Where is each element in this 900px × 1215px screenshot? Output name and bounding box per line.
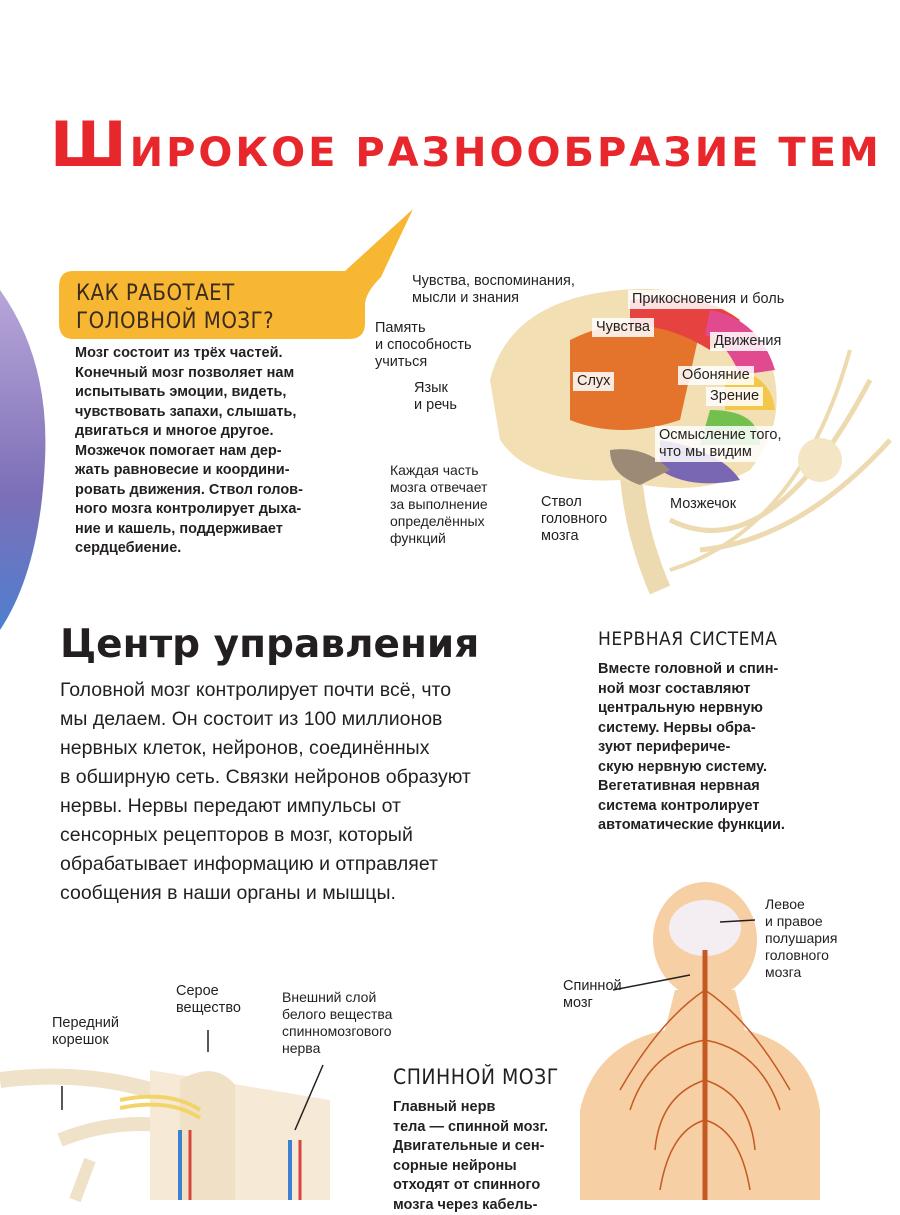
label-language: Язык и речь bbox=[414, 380, 457, 413]
nervous-system-title: НЕРВНАЯ СИСТЕМА bbox=[598, 628, 778, 650]
label-front-root: Передний корешок bbox=[52, 1015, 119, 1048]
spinal-cord-title: СПИННОЙ МОЗГ bbox=[393, 1065, 559, 1089]
label-grey-matter: Серое вещество bbox=[176, 983, 241, 1016]
spinal-cord-text: Главный нерв тела — спинной мозг. Двигательные и сен- сорные нейроны отходят от спинного мозга через кабель- bbox=[393, 1099, 549, 1213]
label-smell: Обоняние bbox=[678, 366, 754, 385]
label-outer-layer: Внешний слой белого вещества спинномозгового нерва bbox=[282, 989, 393, 1056]
label-memory-learning: Память и способность учиться bbox=[375, 320, 472, 370]
brain-description: Мозг состоит из трёх частей. Конечный мозг позволяет нам испытывать эмоции, видеть, чувствовать запахи, слышать, двигаться и многое другое. Мозжечок помогает нам дер- жать равновесие и координи- ровать движения. Ствол голов- ного мозга контролирует дыха- ние и кашель, поддерживает сердцебиение. bbox=[75, 345, 303, 556]
page-title: ШИРОКОЕ РАЗНООБРАЗИЕ ТЕМ bbox=[50, 108, 882, 181]
label-feelings-memory: Чувства, воспоминания, мысли и знания bbox=[412, 273, 575, 306]
label-hearing: Слух bbox=[573, 372, 614, 391]
label-touch-pain: Прикосновения и боль bbox=[628, 290, 788, 309]
label-brainstem: Ствол головного мозга bbox=[541, 494, 608, 544]
control-center-text: Головной мозг контролирует почти всё, что мы делаем. Он состоит из 100 миллионов нервных клеток, нейронов, соединённых в обширную сеть. Связки нейронов образуют нервы. Нервы передают импульсы от сенсорных рецепторов в мозг, который обрабатывает информацию и отправляет сообщения в наши органы и мышцы. bbox=[60, 679, 471, 904]
brain-question-title: КАК РАБОТАЕТ ГОЛОВНОЙ МОЗГ? bbox=[76, 281, 275, 334]
label-understanding: Осмысление того, что мы видим bbox=[655, 426, 786, 462]
label-senses: Чувства bbox=[592, 318, 654, 337]
nervous-system-text: Вместе головной и спин- ной мозг составляют центральную нервную систему. Нервы обра- зуют перифериче- скую нервную систему. Вегетативная нервная система контролирует автоматические функции. bbox=[598, 661, 785, 833]
label-cerebellum: Мозжечок bbox=[670, 496, 737, 512]
purple-circle-decoration bbox=[0, 290, 50, 630]
section-heading: Центр управления bbox=[60, 622, 480, 667]
label-spinal-cord: Спинной мозг bbox=[563, 978, 622, 1011]
label-movement: Движения bbox=[710, 332, 785, 351]
label-each-part: Каждая часть мозга отвечает за выполнение определённых функций bbox=[390, 462, 488, 546]
label-hemispheres: Левое и правое полушария головного мозга bbox=[765, 896, 838, 980]
label-vision: Зрение bbox=[706, 387, 763, 406]
